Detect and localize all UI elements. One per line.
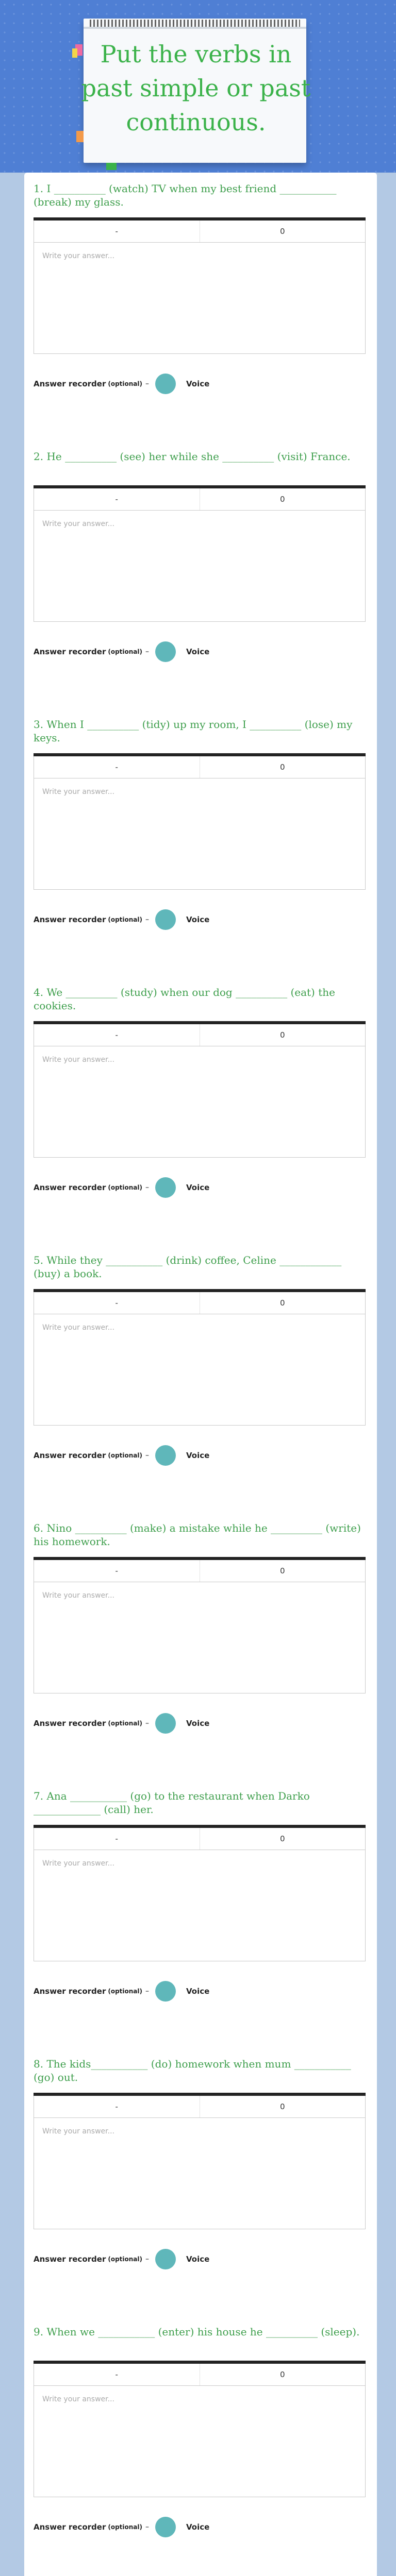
answer-area: [34, 1850, 365, 1961]
answer-area: [34, 2118, 365, 2229]
answer-recorder: [34, 641, 366, 662]
answer-table: [34, 1292, 366, 1426]
question-5: [34, 1244, 366, 1512]
answer-input[interactable]: [34, 1850, 365, 1961]
answer-input[interactable]: [34, 243, 365, 353]
table-header: [34, 1560, 365, 1582]
recorder-separator: –: [145, 1183, 149, 1192]
question-9: [34, 2316, 366, 2576]
record-voice-button[interactable]: [155, 2517, 176, 2537]
question-3: [34, 708, 366, 976]
record-voice-button[interactable]: [155, 1981, 176, 2002]
answer-recorder: [34, 1981, 366, 2002]
recorder-label: Answer recorder: [34, 1719, 106, 1728]
table-header: [34, 1024, 365, 1046]
recorder-separator: –: [145, 648, 149, 656]
recorder-label: Answer recorder: [34, 1183, 106, 1192]
answer-recorder: [34, 2249, 366, 2269]
answer-table: [34, 1560, 366, 1693]
answer-input[interactable]: [34, 1046, 365, 1157]
question-text: 6. Nino __________ (make) a mistake while he __________ (write) his homework.: [34, 1522, 361, 1548]
table-header: [34, 2096, 365, 2118]
answer-input[interactable]: [34, 1582, 365, 1693]
table-header-cell: 0: [200, 1292, 366, 1314]
table-header-cell: -: [115, 227, 118, 236]
answer-recorder: [34, 1713, 366, 1734]
voice-label: Voice: [186, 2522, 210, 2532]
table-header-cell: 0: [200, 1560, 366, 1582]
recorder-optional-label: (optional): [108, 1988, 142, 1995]
note-strip: [84, 27, 306, 29]
answer-input[interactable]: [34, 1314, 365, 1425]
record-voice-button[interactable]: [155, 1177, 176, 1198]
answer-table: [34, 756, 366, 890]
recorder-optional-label: (optional): [108, 1184, 142, 1191]
recorder-label: Answer recorder: [34, 1451, 106, 1460]
recorder-optional-label: (optional): [108, 2523, 142, 2531]
answer-recorder: [34, 1445, 366, 1466]
table-header: [34, 2364, 365, 2386]
answer-table: [34, 2363, 366, 2497]
voice-label: Voice: [186, 915, 210, 924]
table-header-cell: 0: [200, 488, 366, 510]
table-header-cell: 0: [200, 1828, 366, 1850]
recorder-separator: –: [145, 380, 149, 388]
answer-table: [34, 2095, 366, 2229]
recorder-separator: –: [145, 1451, 149, 1460]
yellow-tab-decoration: [72, 48, 77, 58]
answer-table: [34, 1024, 366, 1158]
answer-input[interactable]: [34, 778, 365, 889]
answer-table: [34, 488, 366, 622]
question-text: 7. Ana ___________ (go) to the restaurant when Darko _____________ (call) her.: [34, 1790, 310, 1816]
table-header: [34, 1828, 365, 1850]
answer-input[interactable]: [34, 511, 365, 621]
recorder-optional-label: (optional): [108, 1720, 142, 1727]
table-header-cell: -: [115, 1298, 118, 1308]
record-voice-button[interactable]: [155, 1445, 176, 1466]
table-header: [34, 1292, 365, 1314]
question-7: [34, 1780, 366, 2048]
question-4: [34, 976, 366, 1244]
voice-label: Voice: [186, 1987, 210, 1996]
question-2: [34, 440, 366, 708]
answer-recorder: [34, 909, 366, 930]
table-header: [34, 488, 365, 511]
answer-area: [34, 1582, 365, 1693]
answer-area: [34, 511, 365, 621]
table-header-cell: -: [115, 1566, 118, 1575]
green-tab-decoration: [106, 163, 117, 170]
voice-label: Voice: [186, 1183, 210, 1192]
answer-input[interactable]: [34, 2386, 365, 2497]
voice-label: Voice: [186, 379, 210, 388]
record-voice-button[interactable]: [155, 2249, 176, 2269]
table-header: [34, 756, 365, 778]
recorder-label: Answer recorder: [34, 915, 106, 924]
question-text: 1. I __________ (watch) TV when my best friend ___________ (break) my glass.: [34, 182, 337, 208]
table-header-cell: 0: [200, 221, 366, 242]
answer-table: [34, 1827, 366, 1961]
table-header-cell: 0: [200, 2096, 366, 2117]
answer-recorder: [34, 374, 366, 394]
worksheet-panel: [24, 173, 377, 2576]
record-voice-button[interactable]: [155, 374, 176, 394]
voice-label: Voice: [186, 2255, 210, 2264]
recorder-optional-label: (optional): [108, 2256, 142, 2263]
recorder-optional-label: (optional): [108, 648, 142, 655]
recorder-separator: –: [145, 916, 149, 924]
answer-recorder: [34, 1177, 366, 1198]
question-1: [34, 173, 366, 440]
question-text: 4. We __________ (study) when our dog __________ (eat) the cookies.: [34, 986, 335, 1012]
answer-area: [34, 2386, 365, 2497]
recorder-label: Answer recorder: [34, 379, 106, 388]
recorder-label: Answer recorder: [34, 2255, 106, 2264]
recorder-separator: –: [145, 1987, 149, 1995]
answer-recorder: [34, 2517, 366, 2537]
answer-area: [34, 1046, 365, 1157]
recorder-optional-label: (optional): [108, 380, 142, 387]
table-header: [34, 221, 365, 243]
record-voice-button[interactable]: [155, 1713, 176, 1734]
table-header-cell: -: [115, 495, 118, 504]
table-header-cell: 0: [200, 756, 366, 778]
recorder-optional-label: (optional): [108, 916, 142, 923]
record-voice-button[interactable]: [155, 641, 176, 662]
answer-area: [34, 1314, 365, 1425]
answer-area: [34, 243, 365, 353]
spiral-binding: [90, 20, 300, 27]
voice-label: Voice: [186, 1451, 210, 1460]
page-title: Put the verbs in past simple or past continuous.: [81, 40, 311, 136]
answer-area: [34, 778, 365, 889]
recorder-label: Answer recorder: [34, 2522, 106, 2532]
question-8: [34, 2048, 366, 2316]
recorder-separator: –: [145, 2523, 149, 2531]
question-text: 2. He __________ (see) her while she __________ (visit) France.: [34, 450, 351, 463]
table-header-cell: -: [115, 2102, 118, 2111]
header-banner: [0, 0, 396, 173]
table-header-cell: -: [115, 1834, 118, 1843]
question-text: 9. When we ___________ (enter) his house he __________ (sleep).: [34, 2326, 360, 2338]
question-text: 5. While they ___________ (drink) coffee, Celine ____________ (buy) a book.: [34, 1254, 342, 1280]
table-header-cell: -: [115, 762, 118, 772]
question-text: 3. When I __________ (tidy) up my room, I __________ (lose) my keys.: [34, 718, 353, 744]
voice-label: Voice: [186, 647, 210, 656]
recorder-separator: –: [145, 2255, 149, 2263]
question-6: [34, 1512, 366, 1780]
question-text: 8. The kids___________ (do) homework when mum ___________ (go) out.: [34, 2058, 351, 2083]
recorder-label: Answer recorder: [34, 1987, 106, 1996]
table-header-cell: -: [115, 1030, 118, 1040]
record-voice-button[interactable]: [155, 909, 176, 930]
answer-table: [34, 220, 366, 354]
voice-label: Voice: [186, 1719, 210, 1728]
recorder-separator: –: [145, 1719, 149, 1727]
answer-input[interactable]: [34, 2118, 365, 2229]
recorder-label: Answer recorder: [34, 647, 106, 656]
table-header-cell: 0: [200, 2364, 366, 2385]
recorder-optional-label: (optional): [108, 1452, 142, 1459]
table-header-cell: -: [115, 2370, 118, 2379]
table-header-cell: 0: [200, 1024, 366, 1046]
